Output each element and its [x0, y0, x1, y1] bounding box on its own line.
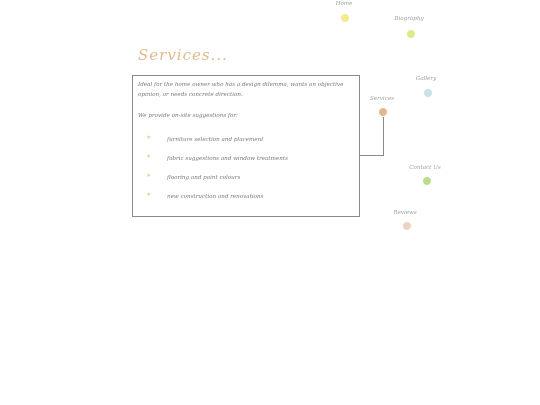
- nav-label-biography[interactable]: Biography: [394, 16, 424, 22]
- connector-line-horizontal: [359, 155, 384, 156]
- list-item: [147, 173, 240, 183]
- service-label: fabric suggestions and window treatments: [167, 156, 288, 162]
- service-label: furniture selection and placement: [167, 137, 264, 143]
- service-label: new construction and renovations: [167, 194, 264, 200]
- services-panel: [132, 75, 360, 217]
- bullet-star-icon: *: [147, 192, 151, 200]
- nav-dot-biography-icon[interactable]: [407, 30, 415, 38]
- nav-dot-home-icon[interactable]: [341, 14, 349, 22]
- page-title: Services...: [138, 46, 228, 64]
- list-item: [147, 135, 263, 145]
- nav-label-services[interactable]: Services: [369, 96, 395, 102]
- services-provide-heading: We provide on-site suggestions for:: [138, 113, 238, 119]
- services-list: [133, 76, 359, 216]
- services-intro: Ideal for the home owner who has a design dilemma, wants an objective opinion, or needs concrete direction.: [138, 82, 344, 98]
- nav-label-home[interactable]: Home: [335, 1, 353, 7]
- nav-label-gallery[interactable]: Gallery: [415, 76, 437, 82]
- bullet-star-icon: *: [147, 173, 151, 181]
- bullet-star-icon: *: [147, 154, 151, 162]
- list-item: [147, 192, 264, 202]
- nav-label-reviews[interactable]: Reviews: [393, 210, 417, 216]
- connector-line-vertical: [383, 117, 384, 156]
- nav-dot-gallery-icon[interactable]: [424, 89, 432, 97]
- list-item: [147, 154, 288, 164]
- nav-label-contact-us[interactable]: Contact Us: [409, 165, 441, 171]
- bullet-star-icon: *: [147, 135, 151, 143]
- nav-dot-reviews-icon[interactable]: [403, 222, 411, 230]
- nav-dot-contact-us-icon[interactable]: [423, 177, 431, 185]
- service-label: flooring and paint colours: [167, 175, 241, 181]
- nav-dot-services-icon[interactable]: [379, 108, 387, 116]
